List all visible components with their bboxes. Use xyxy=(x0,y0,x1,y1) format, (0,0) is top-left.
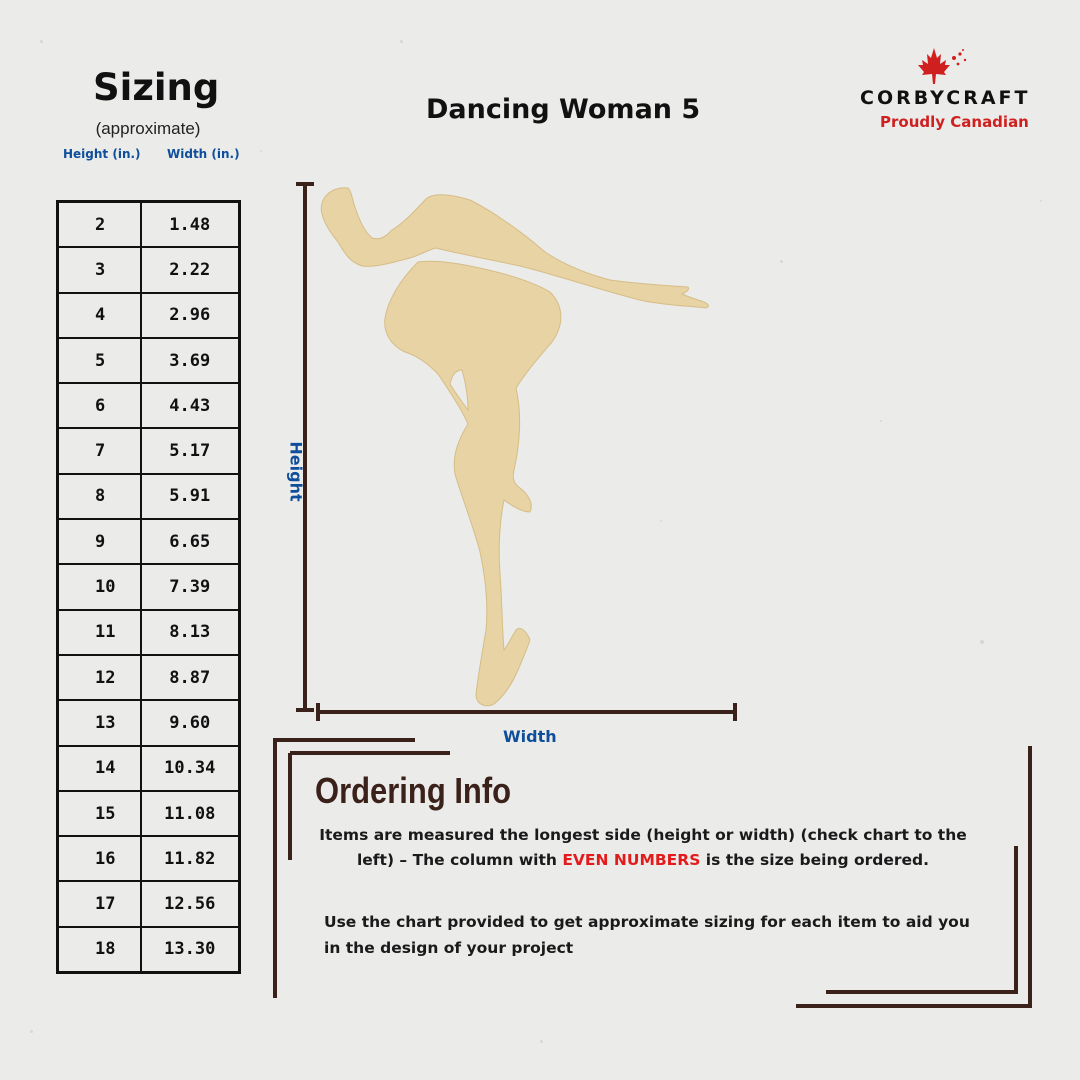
height-cell: 2 xyxy=(58,202,141,248)
width-cell: 2.96 xyxy=(141,293,240,338)
even-numbers-emphasis: EVEN NUMBERS xyxy=(562,851,701,869)
sizing-title: Sizing xyxy=(93,66,220,109)
width-label: Width xyxy=(503,727,557,746)
width-column-header: Width (in.) xyxy=(167,147,240,161)
height-cell: 9 xyxy=(58,519,141,564)
width-cell: 4.43 xyxy=(141,383,240,428)
height-cell: 4 xyxy=(58,293,141,338)
brand-name: CORBYCRAFT xyxy=(860,87,1031,109)
width-cell: 9.60 xyxy=(141,700,240,745)
width-cell: 5.17 xyxy=(141,428,240,473)
ordering-info-heading: Ordering Info xyxy=(315,770,512,811)
width-cell: 3.69 xyxy=(141,338,240,383)
width-cell: 6.65 xyxy=(141,519,240,564)
width-cell: 2.22 xyxy=(141,247,240,292)
width-cell: 11.08 xyxy=(141,791,240,836)
width-cell: 8.87 xyxy=(141,655,240,700)
width-cell: 10.34 xyxy=(141,746,240,791)
height-cell: 13 xyxy=(58,700,141,745)
product-title: Dancing Woman 5 xyxy=(426,94,701,125)
height-label: Height xyxy=(286,441,306,502)
ordering-text-end: is the size being ordered. xyxy=(700,851,930,869)
width-cell: 7.39 xyxy=(141,564,240,609)
height-cell: 15 xyxy=(58,791,141,836)
height-cell: 6 xyxy=(58,383,141,428)
height-cell: 18 xyxy=(58,927,141,973)
width-cell: 5.91 xyxy=(141,474,240,519)
height-cell: 11 xyxy=(58,610,141,655)
width-cell: 1.48 xyxy=(141,202,240,248)
height-column-header: Height (in.) xyxy=(63,147,141,161)
height-cell: 16 xyxy=(58,836,141,881)
height-cell: 5 xyxy=(58,338,141,383)
ordering-info-paragraph-2: Use the chart provided to get approximate sizing for each item to aid you in the design of your project xyxy=(324,913,970,957)
height-cell: 8 xyxy=(58,474,141,519)
sizing-subtitle: (approximate) xyxy=(95,119,201,138)
brand-tagline: Proudly Canadian xyxy=(880,113,1029,131)
ordering-info-paragraph-1 xyxy=(318,823,968,873)
ordering-text: Items are measured the longest side (height or width) (check chart to the left) – The column with xyxy=(319,826,967,869)
height-cell: 17 xyxy=(58,881,141,926)
height-cell: 3 xyxy=(58,247,141,292)
width-cell: 12.56 xyxy=(141,881,240,926)
height-cell: 7 xyxy=(58,428,141,473)
width-cell: 8.13 xyxy=(141,610,240,655)
width-cell: 13.30 xyxy=(141,927,240,973)
height-cell: 14 xyxy=(58,746,141,791)
height-cell: 12 xyxy=(58,655,141,700)
height-cell: 10 xyxy=(58,564,141,609)
width-cell: 11.82 xyxy=(141,836,240,881)
